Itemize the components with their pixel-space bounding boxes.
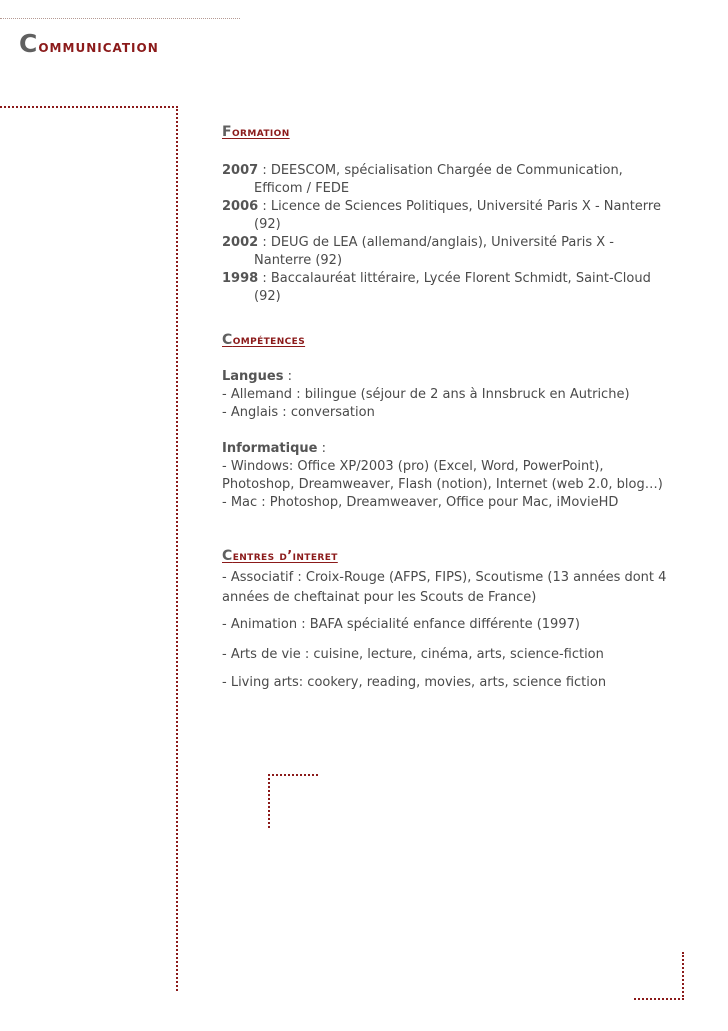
corner-bracket-bottom: [634, 998, 684, 1000]
page-title: Communication: [19, 29, 159, 58]
list-item: - Living arts: cookery, reading, movies, arts, science fiction: [222, 675, 607, 690]
entry-year: 2002: [222, 235, 259, 250]
competences-section: [222, 332, 670, 512]
interets-section: [222, 548, 670, 692]
inner-bracket-top: [268, 774, 318, 776]
langues-label: Langues: [222, 369, 284, 384]
left-bracket-top: [0, 106, 178, 108]
entry-year: 2007: [222, 163, 259, 178]
formation-entry: [222, 270, 670, 306]
entry-year: 2006: [222, 199, 259, 214]
list-item: - Windows: Office XP/2003 (pro) (Excel, Word, PowerPoint), Photoshop, Dreamweaver, Flash (notion), Internet (web 2.0, blog…): [222, 459, 663, 492]
entry-text: : Baccalauréat littéraire, Lycée Florent Schmidt, Saint-Cloud (92): [254, 271, 651, 304]
corner-bracket-side: [682, 952, 684, 1000]
top-dotted-divider: [0, 18, 240, 19]
entry-text: : DEESCOM, spécialisation Chargée de Communication, Efficom / FEDE: [254, 163, 623, 196]
informatique-label: Informatique: [222, 441, 318, 456]
left-bracket-side: [176, 106, 178, 991]
informatique-label-line: [222, 440, 670, 458]
interets-heading: Centres d’interet: [222, 548, 338, 564]
inner-bracket-side: [268, 774, 270, 828]
list-item: - Mac : Photoshop, Dreamweaver, Office pour Mac, iMovieHD: [222, 495, 619, 510]
cv-content: [222, 124, 670, 692]
list-item: - Animation : BAFA spécialité enfance différente (1997): [222, 617, 580, 632]
list-item: - Arts de vie : cuisine, lecture, cinéma, arts, science-fiction: [222, 647, 604, 662]
formation-heading: Formation: [222, 124, 290, 140]
list-item: - Allemand : bilingue (séjour de 2 ans à Innsbruck en Autriche): [222, 387, 630, 402]
list-item: - Anglais : conversation: [222, 405, 375, 420]
langues-label-line: [222, 368, 670, 386]
formation-entry: [222, 162, 670, 198]
langues-colon: :: [283, 369, 292, 384]
entry-year: 1998: [222, 271, 259, 286]
formation-entry: [222, 198, 670, 234]
formation-section: [222, 124, 670, 306]
competences-heading: Compétences: [222, 332, 306, 348]
informatique-colon: :: [317, 441, 326, 456]
entry-text: : Licence de Sciences Politiques, Université Paris X - Nanterre (92): [254, 199, 661, 232]
formation-entry: [222, 234, 670, 270]
list-item: - Associatif : Croix-Rouge (AFPS, FIPS), Scoutisme (13 années dont 4 années de cheftainat pour les Scouts de France): [222, 570, 667, 605]
entry-text: : DEUG de LEA (allemand/anglais), Université Paris X - Nanterre (92): [254, 235, 614, 268]
